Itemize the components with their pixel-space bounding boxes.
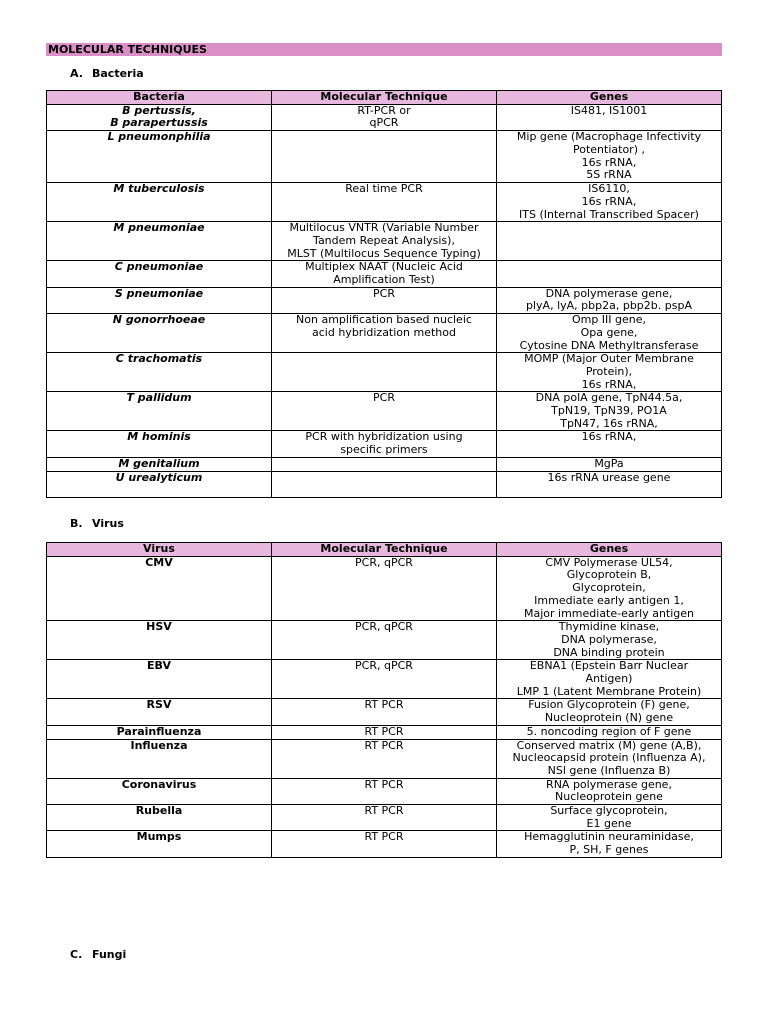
column-header: Genes: [497, 91, 722, 105]
organism-cell: [47, 621, 272, 660]
cell-line: DNA binding protein: [553, 645, 665, 659]
column-header: Virus: [47, 543, 272, 557]
technique-cell: [272, 392, 497, 431]
organism-cell: [47, 831, 272, 857]
organism-cell: [47, 457, 272, 471]
genes-cell: [497, 314, 722, 353]
technique-cell: [272, 621, 497, 660]
table-row: [47, 831, 722, 857]
genes-cell: [497, 471, 722, 497]
technique-cell: [272, 778, 497, 804]
cell-line: TpN19, TpN39, PO1A: [551, 404, 667, 418]
cell-line: U urealyticum: [115, 470, 203, 484]
cell-line: HSV: [146, 620, 172, 634]
cell-line: PCR, qPCR: [355, 555, 413, 569]
cell-line: MLST (Multilocus Sequence Typing): [287, 246, 481, 260]
organism-cell: [47, 778, 272, 804]
cell-line: Amplification Test): [333, 273, 435, 287]
cell-line: DNA polymerase gene,: [545, 286, 673, 300]
table-row: [47, 392, 722, 431]
cell-line: Surface glycoprotein,: [550, 804, 668, 818]
section-heading-virus: [70, 517, 124, 530]
cell-line: PCR, qPCR: [355, 659, 413, 673]
table-row: [47, 621, 722, 660]
technique-cell: [272, 131, 497, 183]
genes-cell: [497, 353, 722, 392]
column-header: Genes: [497, 543, 722, 557]
cell-line: P, SH, F genes: [569, 843, 649, 857]
section-letter: B.: [70, 517, 83, 530]
technique-cell: [272, 471, 497, 497]
cell-line: C trachomatis: [115, 352, 203, 366]
technique-cell: [272, 556, 497, 621]
organism-cell: [47, 261, 272, 287]
genes-cell: [497, 556, 722, 621]
cell-line: RNA polymerase gene,: [546, 777, 672, 791]
table-row: [47, 222, 722, 261]
table-row: [47, 104, 722, 130]
cell-line: [499, 484, 719, 497]
genes-cell: [497, 725, 722, 739]
organism-cell: [47, 660, 272, 699]
technique-cell: [272, 261, 497, 287]
cell-line: PCR: [373, 286, 395, 300]
section-letter: C.: [70, 948, 83, 961]
organism-cell: [47, 431, 272, 457]
table-row: [47, 131, 722, 183]
document-title: MOLECULAR TECHNIQUES: [46, 43, 722, 56]
genes-cell: [497, 222, 722, 261]
cell-line: N gonorrhoeae: [112, 313, 206, 327]
organism-cell: [47, 725, 272, 739]
technique-cell: [272, 314, 497, 353]
virus-table: [46, 542, 722, 858]
technique-cell: [272, 183, 497, 222]
cell-line: PCR: [373, 391, 395, 405]
genes-cell: [497, 392, 722, 431]
table-row: [47, 287, 722, 313]
organism-cell: [47, 314, 272, 353]
genes-cell: [497, 183, 722, 222]
table-row: [47, 457, 722, 471]
technique-cell: [272, 660, 497, 699]
cell-line: Multiplex NAAT (Nucleic Acid: [305, 260, 463, 274]
section-heading-bacteria: [70, 67, 144, 80]
organism-cell: [47, 471, 272, 497]
table-header-row: [47, 91, 722, 105]
cell-line: RT PCR: [364, 830, 404, 844]
cell-line: Opa gene,: [580, 325, 638, 339]
organism-cell: [47, 183, 272, 222]
table-row: [47, 699, 722, 725]
bacteria-table: [46, 90, 722, 498]
cell-line: specific primers: [340, 443, 428, 457]
cell-line: EBNA1 (Epstein Barr Nuclear: [529, 659, 689, 673]
cell-line: Coronavirus: [121, 777, 197, 791]
cell-line: Antigen): [585, 672, 633, 686]
table-row: [47, 805, 722, 831]
cell-line: Omp III gene,: [571, 313, 647, 327]
cell-line: Potentiator) ,: [573, 142, 645, 156]
cell-line: RT PCR: [364, 804, 404, 818]
organism-cell: [47, 699, 272, 725]
cell-line: M tuberculosis: [113, 182, 205, 196]
cell-line: RT-PCR or: [357, 103, 411, 117]
cell-line: PCR with hybridization using: [305, 430, 463, 444]
technique-cell: [272, 725, 497, 739]
cell-line: L pneumonphilia: [107, 130, 211, 144]
cell-line: 16s rRNA,: [581, 194, 637, 208]
organism-cell: [47, 556, 272, 621]
table-row: [47, 353, 722, 392]
cell-line: plyA, lyA, pbp2a, pbp2b. pspA: [526, 299, 692, 313]
genes-cell: [497, 431, 722, 457]
cell-line: Hemagglutinin neuraminidase,: [524, 830, 694, 844]
cell-line: LMP 1 (Latent Membrane Protein): [516, 684, 702, 698]
genes-cell: [497, 805, 722, 831]
cell-line: RT PCR: [364, 738, 404, 752]
cell-line: ITS (Internal Transcribed Spacer): [519, 207, 699, 221]
technique-cell: [272, 457, 497, 471]
genes-cell: [497, 287, 722, 313]
column-header: Bacteria: [47, 91, 272, 105]
table-row: [47, 471, 722, 497]
cell-line: RT PCR: [364, 777, 404, 791]
table-row: [47, 778, 722, 804]
cell-line: Rubella: [135, 804, 183, 818]
cell-line: 16s rRNA,: [581, 377, 637, 391]
cell-line: M genitalium: [118, 456, 200, 470]
table-row: [47, 739, 722, 778]
table-header-row: [47, 543, 722, 557]
cell-line: Nucleoprotein (N) gene: [544, 711, 674, 725]
cell-line: IS481, IS1001: [570, 103, 648, 117]
cell-line: acid hybridization method: [312, 325, 456, 339]
table-row: [47, 725, 722, 739]
cell-line: Fusion Glycoprotein (F) gene,: [528, 698, 690, 712]
technique-cell: [272, 222, 497, 261]
cell-line: Protein),: [585, 364, 633, 378]
genes-cell: [497, 699, 722, 725]
cell-line: Cytosine DNA Methyltransferase: [519, 338, 699, 352]
cell-line: M hominis: [127, 430, 191, 444]
genes-cell: [497, 660, 722, 699]
genes-cell: [497, 261, 722, 287]
column-header: Molecular Technique: [272, 91, 497, 105]
cell-line: Nucleoprotein gene: [555, 790, 663, 804]
cell-line: E1 gene: [586, 816, 632, 830]
cell-line: Nucleocapsid protein (Influenza A),: [512, 751, 706, 765]
cell-line: Glycoprotein B,: [566, 568, 652, 582]
technique-cell: [272, 831, 497, 857]
cell-line: Influenza: [130, 738, 188, 752]
genes-cell: [497, 104, 722, 130]
section-letter: A.: [70, 67, 83, 80]
cell-line: Thymidine kinase,: [558, 620, 660, 634]
technique-cell: [272, 805, 497, 831]
technique-cell: [272, 104, 497, 130]
genes-cell: [497, 131, 722, 183]
table-row: [47, 261, 722, 287]
cell-line: DNA polymerase,: [561, 632, 657, 646]
cell-line: RSV: [146, 698, 172, 712]
cell-line: qPCR: [369, 116, 399, 130]
technique-cell: [272, 739, 497, 778]
cell-line: B pertussis,: [122, 103, 196, 117]
organism-cell: [47, 104, 272, 130]
section-title: Virus: [92, 517, 124, 530]
organism-cell: [47, 131, 272, 183]
table-row: [47, 183, 722, 222]
cell-line: EBV: [147, 659, 171, 673]
cell-line: CMV Polymerase UL54,: [545, 555, 673, 569]
section-heading-fungi: [70, 948, 126, 961]
organism-cell: [47, 739, 272, 778]
section-title: Bacteria: [92, 67, 144, 80]
column-header: Molecular Technique: [272, 543, 497, 557]
cell-line: Mip gene (Macrophage Infectivity: [516, 130, 702, 144]
cell-line: Tandem Repeat Analysis),: [313, 233, 455, 247]
cell-line: B parapertussis: [110, 116, 208, 130]
section-title: Fungi: [92, 948, 127, 961]
organism-cell: [47, 222, 272, 261]
cell-line: RT PCR: [364, 724, 404, 738]
cell-line: Real time PCR: [345, 182, 423, 196]
cell-line: 16s rRNA,: [581, 430, 637, 444]
cell-line: NSl gene (Influenza B): [547, 763, 671, 777]
table-row: [47, 431, 722, 457]
organism-cell: [47, 353, 272, 392]
cell-line: DNA polA gene, TpN44.5a,: [535, 391, 683, 405]
table-row: [47, 314, 722, 353]
cell-line: IS6110,: [588, 182, 630, 196]
cell-line: 5. noncoding region of F gene: [526, 724, 692, 738]
organism-cell: [47, 287, 272, 313]
technique-cell: [272, 353, 497, 392]
cell-line: Non amplification based nucleic: [296, 313, 472, 327]
cell-line: MgPa: [594, 456, 624, 470]
technique-cell: [272, 287, 497, 313]
cell-line: C pneumoniae: [114, 260, 204, 274]
cell-line: T pallidum: [126, 391, 192, 405]
cell-line: RT PCR: [364, 698, 404, 712]
technique-cell: [272, 699, 497, 725]
cell-line: 16s rRNA,: [581, 155, 637, 169]
cell-line: TpN47, 16s rRNA,: [560, 416, 658, 430]
cell-line: 5S rRNA: [586, 168, 632, 182]
table-row: [47, 660, 722, 699]
cell-line: 16s rRNA urease gene: [547, 470, 671, 484]
genes-cell: [497, 831, 722, 857]
cell-line: Parainfluenza: [116, 724, 202, 738]
genes-cell: [497, 739, 722, 778]
cell-line: PCR, qPCR: [355, 620, 413, 634]
cell-line: Glycoprotein,: [572, 581, 646, 595]
cell-line: Immediate early antigen 1,: [534, 593, 684, 607]
cell-line: Major immediate-early antigen: [523, 606, 695, 620]
cell-line: CMV: [145, 555, 173, 569]
cell-line: Conserved matrix (M) gene (A,B),: [516, 738, 702, 752]
table-row: [47, 556, 722, 621]
cell-line: MOMP (Major Outer Membrane: [524, 352, 694, 366]
organism-cell: [47, 392, 272, 431]
genes-cell: [497, 457, 722, 471]
cell-line: M pneumoniae: [113, 221, 205, 235]
genes-cell: [497, 778, 722, 804]
cell-line: Multilocus VNTR (Variable Number: [289, 221, 479, 235]
organism-cell: [47, 805, 272, 831]
cell-line: Mumps: [136, 830, 182, 844]
cell-line: S pneumoniae: [114, 286, 204, 300]
technique-cell: [272, 431, 497, 457]
genes-cell: [497, 621, 722, 660]
